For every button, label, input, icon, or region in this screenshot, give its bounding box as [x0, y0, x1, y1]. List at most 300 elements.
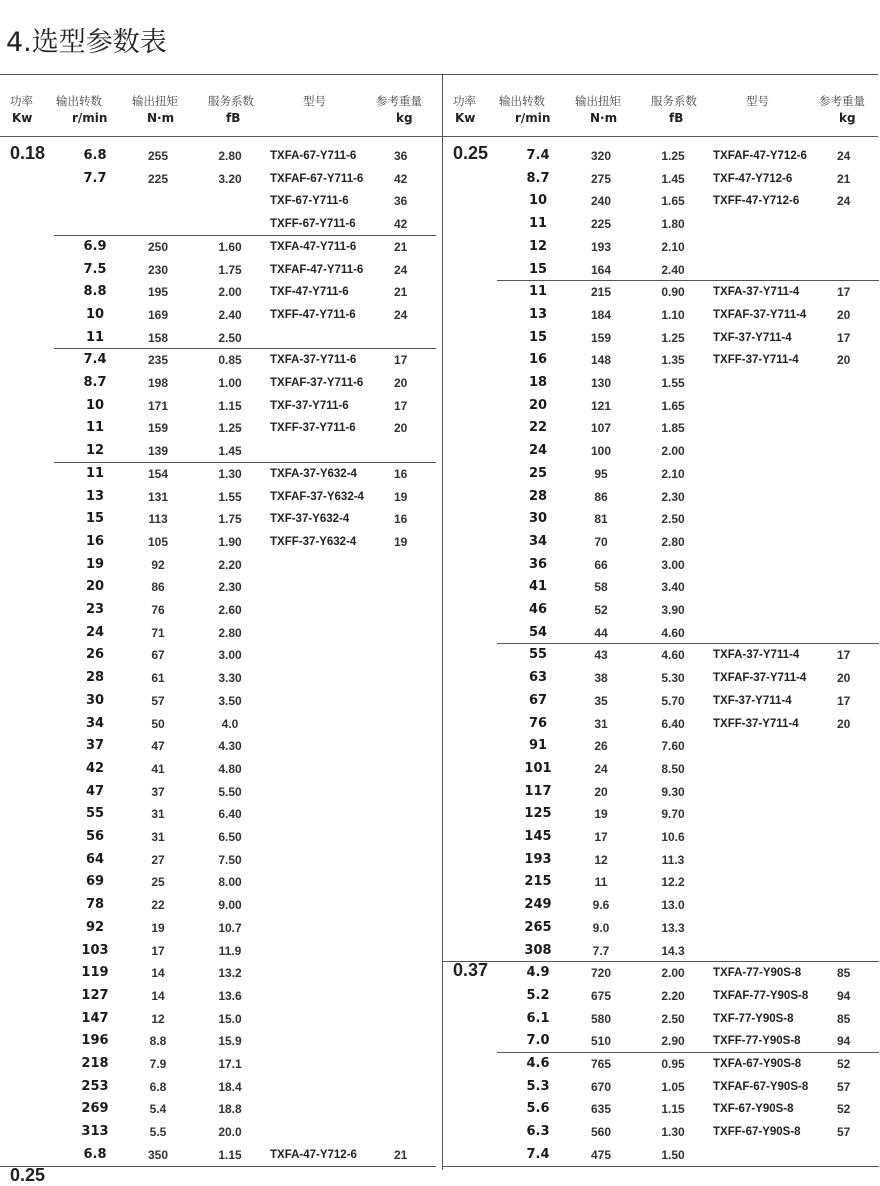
torque-cell: 14	[151, 966, 165, 981]
speed-cell: 55	[528, 647, 548, 663]
torque-cell: 225	[590, 217, 612, 232]
speed-cell: 127	[81, 987, 109, 1003]
table-row	[443, 1144, 880, 1166]
table-row	[0, 1053, 440, 1075]
weight-cell: 17	[837, 330, 851, 345]
fb-cell: 0.85	[218, 353, 242, 368]
speed-cell: 6.9	[83, 238, 107, 254]
fb-cell: 5.50	[218, 784, 242, 799]
torque-cell: 100	[590, 444, 612, 459]
fb-cell: 6.40	[218, 807, 242, 822]
fb-cell: 0.95	[661, 1057, 685, 1071]
table-row	[0, 894, 440, 916]
speed-cell: 12	[528, 238, 548, 254]
torque-cell: 37	[151, 784, 165, 799]
speed-cell: 78	[85, 897, 105, 913]
fb-cell: 2.30	[218, 580, 242, 595]
header-fb-cn: 服务系数	[651, 94, 697, 108]
table-row	[0, 985, 440, 1007]
table-row	[0, 803, 440, 825]
fb-cell: 10.7	[218, 920, 242, 935]
model-cell: TXFF-67-Y90S-8	[713, 1126, 801, 1139]
model-cell: TXFAF-37-Y711-4	[713, 308, 807, 321]
torque-cell: 20	[594, 784, 608, 799]
table-row	[0, 871, 440, 893]
table-row	[0, 554, 440, 576]
torque-cell: 92	[151, 557, 165, 572]
fb-cell: 1.65	[661, 398, 685, 413]
table-row	[443, 531, 880, 553]
fb-cell: 2.80	[218, 149, 242, 163]
speed-cell: 196	[81, 1033, 109, 1049]
weight-cell: 16	[394, 512, 408, 527]
speed-cell: 215	[524, 874, 552, 890]
weight-cell: 19	[394, 534, 408, 549]
fb-cell: 1.55	[661, 376, 685, 390]
speed-cell: 10	[85, 397, 105, 413]
speed-cell: 11	[85, 420, 105, 436]
torque-cell: 57	[151, 693, 165, 708]
speed-cell: 12	[85, 443, 105, 459]
torque-cell: 255	[147, 149, 169, 163]
page-title: 4.选型参数表	[6, 27, 167, 58]
speed-cell: 22	[528, 420, 548, 436]
torque-cell: 19	[594, 807, 608, 822]
fb-cell: 17.1	[218, 1057, 242, 1071]
torque-cell	[138, 190, 178, 212]
torque-cell: 5.4	[149, 1102, 167, 1117]
torque-cell: 215	[590, 285, 612, 300]
torque-cell: 107	[590, 421, 612, 436]
weight-cell: 20	[837, 353, 851, 368]
model-cell: TXFF-77-Y90S-8	[713, 1035, 801, 1048]
torque-cell: 31	[151, 830, 165, 844]
model-cell: TXFAF-37-Y711-4	[713, 672, 807, 685]
torque-cell: 320	[590, 149, 612, 163]
fb-cell: 14.3	[661, 943, 685, 958]
torque-cell: 19	[151, 920, 165, 935]
header-speed-cn: 输出转数	[56, 94, 102, 108]
table-row	[0, 190, 440, 212]
table-row	[0, 576, 440, 598]
torque-cell: 44	[594, 625, 608, 640]
torque-cell: 24	[594, 761, 608, 776]
fb-cell: 9.00	[218, 898, 242, 913]
torque-cell: 235	[147, 353, 169, 368]
fb-cell: 13.6	[218, 988, 242, 1003]
table-row	[443, 236, 880, 258]
model-cell: TXF-37-Y711-4	[713, 331, 792, 344]
group-divider	[497, 280, 879, 281]
speed-cell: 11	[528, 284, 548, 300]
table-row	[443, 894, 880, 916]
table-row	[0, 1030, 440, 1052]
header-power-cn: 功率	[453, 94, 476, 108]
table-row	[443, 644, 880, 666]
speed-cell: 30	[85, 692, 105, 708]
model-cell: TXFA-47-Y711-6	[270, 240, 357, 253]
speed-cell: 117	[524, 783, 552, 799]
speed-cell: 76	[528, 715, 548, 731]
fb-cell: 13.0	[661, 898, 685, 913]
speed-cell: 56	[85, 829, 105, 844]
torque-cell: 76	[151, 603, 165, 617]
speed-cell: 7.4	[526, 148, 550, 163]
torque-cell: 58	[594, 580, 608, 595]
header-power-unit: Kw	[12, 111, 33, 125]
torque-cell: 31	[151, 807, 165, 822]
table-row	[443, 622, 880, 644]
group-divider	[54, 462, 436, 463]
speed-cell: 30	[528, 511, 548, 527]
model-cell: TXFF-37-Y711-4	[713, 354, 799, 367]
model-cell: TXFF-47-Y712-6	[713, 195, 800, 208]
speed-cell: 37	[85, 738, 105, 754]
speed-cell: 18	[528, 375, 548, 390]
table-row	[443, 213, 880, 235]
torque-cell: 510	[590, 1034, 612, 1049]
speed-cell: 34	[528, 533, 548, 549]
table-row	[443, 599, 880, 621]
torque-cell: 350	[147, 1147, 169, 1162]
table-row	[0, 826, 440, 848]
torque-cell: 81	[594, 512, 608, 527]
fb-cell: 2.00	[218, 285, 242, 300]
model-cell: TXF-67-Y90S-8	[713, 1103, 794, 1116]
table-row	[443, 1053, 880, 1075]
table-row	[443, 576, 880, 598]
torque-cell: 14	[151, 988, 165, 1003]
model-cell: TXFA-37-Y711-4	[713, 649, 800, 662]
table-row	[443, 940, 880, 962]
table-row	[443, 667, 880, 689]
fb-cell: 4.30	[218, 739, 242, 754]
fb-cell: 1.50	[661, 1147, 685, 1162]
table-row	[0, 713, 440, 735]
table-row	[0, 1144, 440, 1166]
torque-cell: 70	[594, 534, 608, 549]
torque-cell: 154	[147, 466, 169, 481]
speed-cell: 5.6	[526, 1101, 550, 1117]
torque-cell: 159	[590, 330, 612, 345]
fb-cell: 2.50	[661, 1011, 685, 1026]
table-row	[0, 236, 440, 258]
torque-cell: 675	[590, 988, 612, 1003]
fb-cell: 1.15	[218, 1147, 242, 1162]
fb-cell: 3.90	[661, 603, 685, 617]
table-row	[443, 168, 880, 190]
fb-cell: 8.00	[218, 875, 242, 890]
fb-cell: 2.50	[661, 512, 685, 527]
torque-cell: 7.7	[592, 943, 610, 958]
fb-cell: 1.65	[661, 194, 685, 209]
speed-cell: 147	[81, 1010, 109, 1026]
group-divider	[54, 235, 436, 236]
speed-cell: 8.7	[526, 170, 550, 186]
speed-cell: 145	[524, 829, 552, 844]
fb-cell: 13.2	[218, 966, 242, 981]
power-label: 0.25	[10, 1164, 46, 1185]
fb-cell: 3.00	[218, 648, 242, 663]
torque-cell: 17	[594, 830, 608, 844]
table-row	[0, 622, 440, 644]
fb-cell: 9.30	[661, 784, 685, 799]
model-cell: TXFAF-47-Y711-6	[270, 263, 364, 276]
torque-cell: 148	[590, 353, 612, 368]
model-cell: TXFA-37-Y711-4	[713, 286, 800, 299]
torque-cell: 635	[590, 1102, 612, 1117]
model-cell: TXF-47-Y711-6	[270, 286, 349, 299]
fb-cell: 12.2	[661, 875, 685, 890]
torque-cell: 130	[590, 376, 612, 390]
fb-cell: 1.30	[661, 1125, 685, 1140]
torque-cell: 22	[151, 898, 165, 913]
table-row	[443, 349, 880, 371]
torque-cell: 31	[594, 716, 608, 731]
weight-cell: 17	[837, 285, 851, 300]
table-row	[0, 281, 440, 303]
speed-cell: 5.3	[526, 1078, 550, 1094]
group-divider	[497, 1052, 879, 1053]
torque-cell: 25	[151, 875, 165, 890]
weight-cell: 21	[394, 239, 408, 254]
table-row	[443, 145, 880, 167]
torque-cell: 71	[151, 625, 165, 640]
torque-cell: 240	[590, 194, 612, 209]
fb-cell: 3.20	[218, 171, 242, 186]
fb-cell: 11.9	[218, 943, 242, 958]
torque-cell: 52	[594, 603, 608, 617]
header-fb-unit: fB	[226, 111, 241, 125]
speed-cell: 23	[85, 602, 105, 617]
fb-cell: 2.00	[661, 444, 685, 459]
table-row	[0, 1076, 440, 1098]
speed-cell	[70, 190, 120, 212]
weight-cell: 42	[394, 171, 408, 186]
speed-cell: 42	[85, 760, 105, 776]
torque-cell: 131	[147, 489, 169, 504]
torque-cell: 195	[147, 285, 169, 300]
weight-cell: 24	[837, 149, 851, 163]
weight-cell: 94	[837, 1034, 851, 1049]
speed-cell: 8.7	[83, 375, 107, 390]
speed-cell: 119	[81, 965, 109, 981]
table-row	[443, 690, 880, 712]
model-cell: TXFAF-67-Y90S-8	[713, 1080, 809, 1093]
torque-cell: 27	[151, 852, 165, 867]
table-row	[0, 168, 440, 190]
speed-cell: 7.0	[526, 1033, 550, 1049]
table-row	[443, 871, 880, 893]
fb-cell: 5.70	[661, 693, 685, 708]
torque-cell: 8.8	[149, 1034, 167, 1049]
speed-cell: 36	[528, 556, 548, 572]
table-row	[443, 463, 880, 485]
model-cell: TXFA-37-Y711-6	[270, 354, 357, 367]
group-divider	[443, 961, 879, 962]
speed-cell: 269	[81, 1101, 109, 1117]
fb-cell: 7.50	[218, 852, 242, 867]
header-speed-unit: r/min	[515, 111, 551, 125]
torque-cell: 475	[590, 1147, 612, 1162]
speed-cell: 6.8	[83, 148, 107, 163]
speed-cell: 24	[85, 624, 105, 640]
fb-cell: 1.25	[661, 330, 685, 345]
table-row	[0, 349, 440, 371]
fb-cell: 2.80	[218, 625, 242, 640]
fb-cell: 1.10	[661, 307, 685, 322]
speed-cell: 28	[85, 670, 105, 686]
weight-cell: 52	[837, 1102, 851, 1117]
torque-cell: 9.0	[592, 920, 610, 935]
torque-cell: 6.8	[149, 1079, 167, 1094]
fb-cell: 1.90	[218, 534, 242, 549]
torque-cell: 86	[151, 580, 165, 595]
fb-cell: 1.05	[661, 1079, 685, 1094]
table-row	[443, 395, 880, 417]
weight-cell: 20	[394, 376, 408, 390]
table-row	[0, 599, 440, 621]
speed-cell: 5.2	[526, 987, 550, 1003]
table-row	[443, 190, 880, 212]
fb-cell: 2.10	[661, 239, 685, 254]
fb-cell: 2.10	[661, 466, 685, 481]
speed-cell: 193	[524, 851, 552, 867]
torque-cell: 95	[594, 466, 608, 481]
table-row	[0, 213, 440, 235]
header-speed-unit: r/min	[72, 111, 108, 125]
speed-cell: 13	[528, 306, 548, 322]
torque-cell: 105	[147, 534, 169, 549]
table-row	[0, 917, 440, 939]
table-row	[443, 849, 880, 871]
table-row	[0, 259, 440, 281]
fb-cell: 6.50	[218, 830, 242, 844]
torque-cell: 171	[147, 398, 169, 413]
weight-cell: 94	[837, 988, 851, 1003]
speed-cell: 67	[528, 692, 548, 708]
table-row	[443, 713, 880, 735]
fb-cell: 10.6	[661, 830, 685, 844]
header-power-unit: Kw	[455, 111, 476, 125]
model-cell: TXFA-67-Y90S-8	[713, 1058, 802, 1070]
fb-cell: 2.00	[661, 966, 685, 981]
speed-cell: 20	[528, 397, 548, 413]
fb-cell: 1.25	[218, 421, 242, 436]
header-weight-cn: 参考重量	[376, 94, 422, 108]
fb-cell: 3.00	[661, 557, 685, 572]
table-row	[0, 849, 440, 871]
fb-cell: 1.00	[218, 376, 242, 390]
speed-cell: 4.9	[526, 965, 550, 981]
fb-cell: 1.15	[661, 1102, 685, 1117]
torque-cell: 250	[147, 239, 169, 254]
model-cell: TXF-37-Y711-4	[713, 694, 792, 707]
torque-cell: 7.9	[149, 1057, 167, 1071]
torque-cell: 159	[147, 421, 169, 436]
table-row	[443, 1030, 880, 1052]
torque-cell: 61	[151, 671, 165, 686]
table-row	[443, 781, 880, 803]
table-row	[443, 259, 880, 281]
weight-cell: 85	[837, 966, 851, 981]
table-row	[0, 486, 440, 508]
left-table	[0, 0, 440, 1184]
power-label: 0.25	[453, 143, 489, 163]
header-torque-cn: 输出扭矩	[132, 94, 178, 108]
model-cell: TXFAF-37-Y632-4	[270, 490, 364, 503]
speed-cell: 7.5	[83, 261, 107, 277]
header-torque-unit: N·m	[590, 111, 618, 125]
table-row	[443, 758, 880, 780]
table-row	[0, 667, 440, 689]
table-row	[0, 962, 440, 984]
fb-cell	[210, 190, 250, 212]
table-row	[0, 1098, 440, 1120]
weight-cell: 85	[837, 1011, 851, 1026]
torque-cell: 275	[590, 171, 612, 186]
fb-cell: 15.9	[218, 1034, 242, 1049]
weight-cell: 24	[837, 194, 851, 209]
torque-cell: 121	[590, 398, 612, 413]
speed-cell	[70, 213, 120, 235]
model-cell: TXFA-37-Y632-4	[270, 467, 357, 480]
torque-cell	[138, 213, 178, 235]
header-torque-unit: N·m	[147, 111, 175, 125]
group-divider	[497, 643, 879, 644]
speed-cell: 41	[528, 579, 548, 595]
weight-cell: 17	[837, 693, 851, 708]
model-cell: TXF-37-Y632-4	[270, 513, 350, 526]
table-row	[0, 463, 440, 485]
torque-cell: 47	[151, 739, 165, 754]
fb-cell: 0.90	[661, 285, 685, 300]
speed-cell: 20	[85, 579, 105, 595]
speed-cell: 6.1	[526, 1010, 550, 1026]
weight-cell: 36	[394, 149, 408, 163]
speed-cell: 10	[528, 193, 548, 209]
weight-cell: 17	[837, 648, 851, 663]
torque-cell: 41	[151, 761, 165, 776]
table-row	[443, 803, 880, 825]
speed-cell: 64	[85, 851, 105, 867]
fb-cell: 4.0	[221, 716, 239, 731]
fb-cell: 1.60	[218, 239, 242, 254]
fb-cell: 5.30	[661, 671, 685, 686]
model-cell: TXFA-47-Y712-6	[270, 1148, 357, 1161]
fb-cell: 1.45	[218, 444, 242, 459]
torque-cell: 225	[147, 171, 169, 186]
torque-cell: 12	[151, 1011, 165, 1026]
model-cell: TXFF-67-Y711-6	[270, 218, 356, 231]
torque-cell: 5.5	[149, 1125, 167, 1140]
table-row	[0, 690, 440, 712]
header-model-cn: 型号	[303, 94, 326, 108]
fb-cell: 11.3	[661, 852, 685, 867]
table-row	[0, 758, 440, 780]
speed-cell: 7.7	[83, 170, 107, 186]
torque-cell: 230	[147, 262, 169, 277]
table-row	[443, 1098, 880, 1120]
speed-cell: 6.3	[526, 1124, 550, 1140]
header-weight-unit: kg	[396, 111, 413, 125]
weight-cell: 21	[837, 171, 851, 186]
table-row	[0, 440, 440, 462]
model-cell: TXF-77-Y90S-8	[713, 1012, 794, 1025]
table-row	[443, 1121, 880, 1143]
torque-cell: 43	[594, 648, 608, 663]
torque-cell: 560	[590, 1125, 612, 1140]
